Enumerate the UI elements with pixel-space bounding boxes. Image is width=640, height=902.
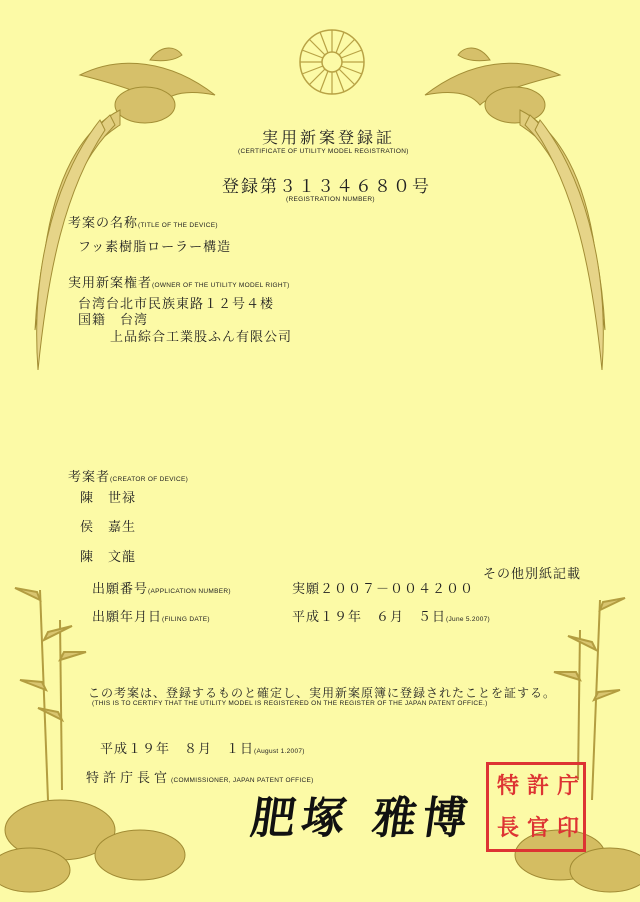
owner-label: 実用新案権者(OWNER OF THE UTILITY MODEL RIGHT): [68, 276, 290, 291]
official-seal-icon: 特 許 庁 長 官 印: [486, 762, 586, 852]
creator-name: 陳 文龍: [80, 550, 137, 565]
filing-date-label: 出願年月日(FILING DATE): [92, 610, 210, 625]
device-title: フッ素樹脂ローラー構造: [78, 240, 232, 255]
chrysanthemum-crest-icon: [300, 30, 364, 94]
application-label: 出願番号(APPLICATION NUMBER): [92, 582, 231, 597]
filing-date: 平成１９年 ６月 ５日(June 5.2007): [292, 610, 491, 625]
certificate-title-en: (CERTIFICATE OF UTILITY MODEL REGISTRATION): [238, 148, 409, 155]
certification-statement: この考案は、登録するものと確定し、実用新案原簿に登録されたことを証する。: [88, 686, 557, 700]
left-bamboo-icon: [15, 588, 86, 800]
owner-company: 上品綜合工業股ふん有限公司: [110, 330, 293, 345]
registration-number-en: (REGISTRATION NUMBER): [286, 196, 375, 203]
commissioner-label: 特許庁長官(COMMISSIONER, JAPAN PATENT OFFICE): [86, 771, 314, 786]
owner-address: 台湾台北市民族東路１２号４楼: [78, 297, 275, 312]
right-phoenix-icon: [425, 48, 605, 370]
device-label: 考案の名称(TITLE OF THE DEVICE): [68, 216, 218, 231]
registration-number: 登録第３１３４６８０号: [222, 177, 431, 197]
application-number: 実願２００７－００４２００: [292, 582, 475, 597]
certification-statement-en: (THIS IS TO CERTIFY THAT THE UTILITY MODEL IS REGISTERED ON THE REGISTER OF THE JAPAN PATENT OFFICE.): [92, 700, 488, 707]
creator-label: 考案者(CREATOR OF DEVICE): [68, 470, 189, 485]
creator-name: 侯 嘉生: [80, 520, 137, 535]
creator-other: その他別紙記載: [483, 567, 582, 582]
certificate-title: 実用新案登録証: [262, 128, 396, 147]
issue-date: 平成１９年 ８月 １日(August 1.2007): [100, 742, 305, 757]
owner-nationality: 国籍 台湾: [78, 313, 149, 328]
creator-name: 陳 世禄: [80, 491, 137, 506]
commissioner-signature: 肥塚 雅博: [247, 793, 477, 844]
